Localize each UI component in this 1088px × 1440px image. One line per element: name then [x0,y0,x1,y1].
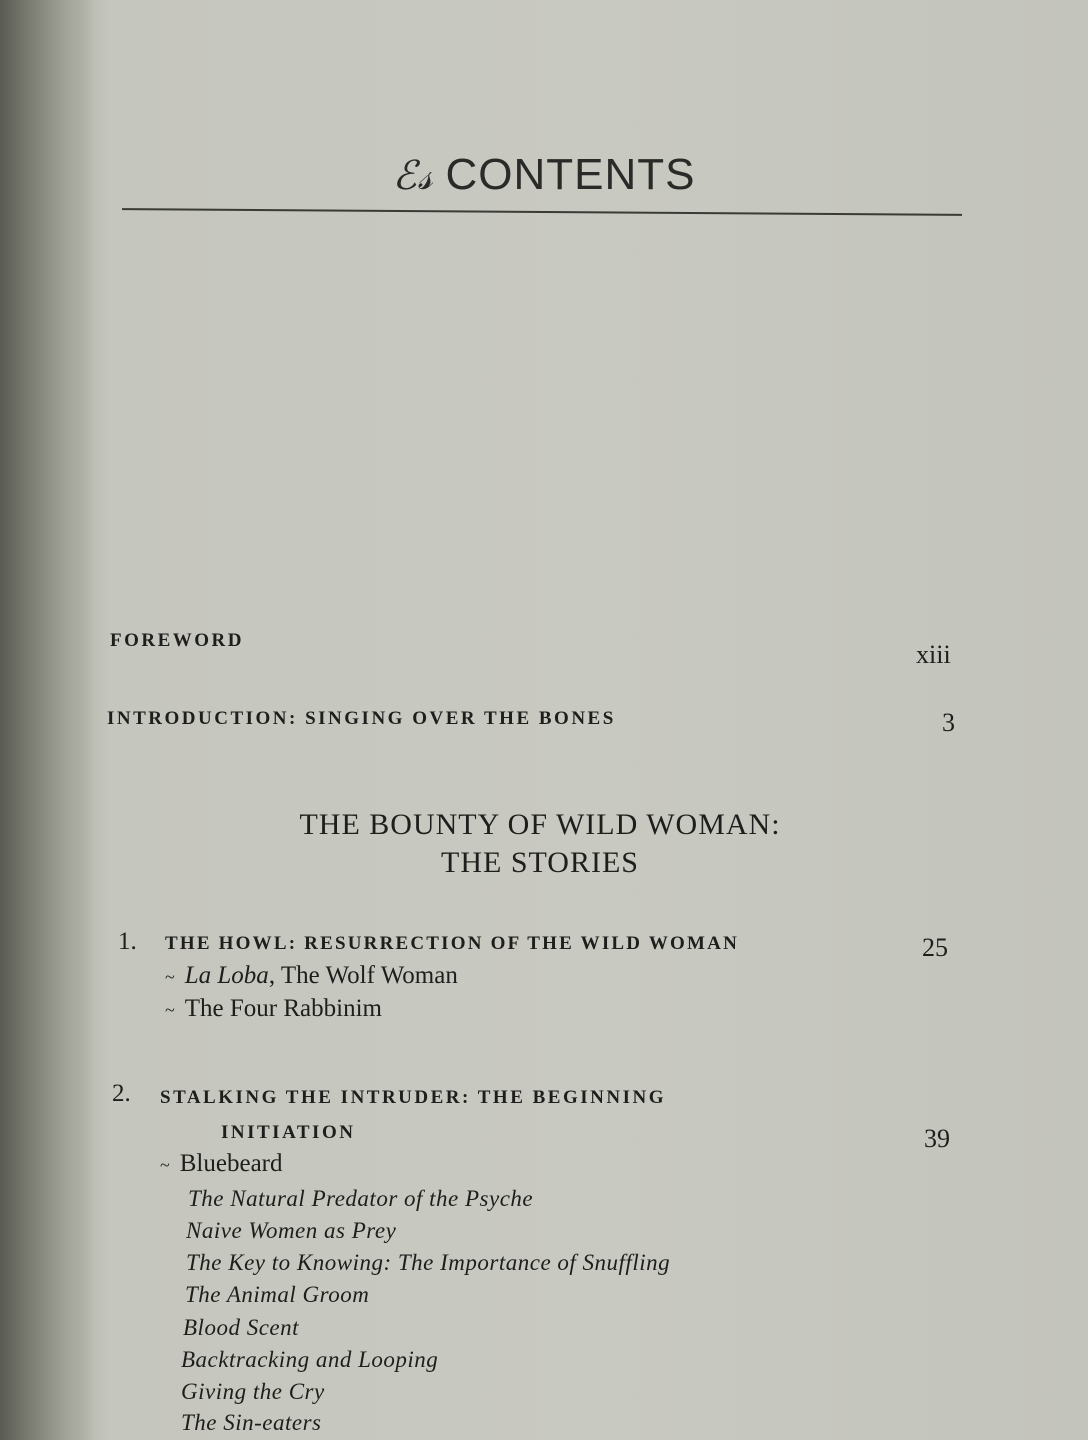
topic-item[interactable]: The Key to Knowing: The Importance of Snuffling [186,1250,671,1275]
story-bluebeard[interactable]: ~ Bluebeard [160,1150,283,1177]
toc-page-chapter-2: 39 [924,1124,950,1153]
page-title [0,150,1088,200]
toc-entry-chapter-1[interactable]: THE HOWL: RESURRECTION OF THE WILD WOMAN [165,933,739,954]
topic-item[interactable]: The Sin-eaters [181,1410,322,1435]
toc-entry-foreword[interactable]: FOREWORD [110,630,244,651]
toc-entry-introduction[interactable]: INTRODUCTION: SINGING OVER THE BONES [107,708,616,729]
toc-entry-chapter-2-line-1[interactable]: STALKING THE INTRUDER: THE BEGINNING [160,1087,666,1108]
toc-page-introduction: 3 [942,708,955,737]
story-la-loba[interactable]: ~ La Loba, The Wolf Woman [165,962,458,989]
story-four-rabbinim[interactable]: ~ The Four Rabbinim [165,995,382,1022]
tilde-bullet-icon: ~ [160,1155,170,1175]
toc-page-foreword: xiii [916,640,951,669]
section-heading-line-1: THE BOUNTY OF WILD WOMAN: [299,808,781,841]
tilde-bullet-icon: ~ [165,967,175,987]
title-text: CONTENTS [445,150,696,199]
toc-page-chapter-1: 25 [922,933,948,962]
flourish-icon: ℰ𝓈 [392,153,434,199]
title-rule [122,208,962,216]
section-heading [0,806,1080,882]
topic-item[interactable]: Blood Scent [183,1315,299,1340]
chapter-2-number: 2. [112,1080,131,1107]
chapter-1-number: 1. [118,928,137,955]
topic-item[interactable]: Backtracking and Looping [181,1347,439,1372]
topic-item[interactable]: The Animal Groom [185,1282,370,1307]
section-heading-line-2: THE STORIES [441,846,639,879]
topic-item[interactable]: Giving the Cry [181,1379,325,1404]
toc-entry-chapter-2-line-2[interactable]: INITIATION [221,1122,356,1143]
topic-item[interactable]: Naive Women as Prey [186,1218,397,1243]
tilde-bullet-icon: ~ [165,1000,175,1020]
topic-item[interactable]: The Natural Predator of the Psyche [188,1186,534,1211]
